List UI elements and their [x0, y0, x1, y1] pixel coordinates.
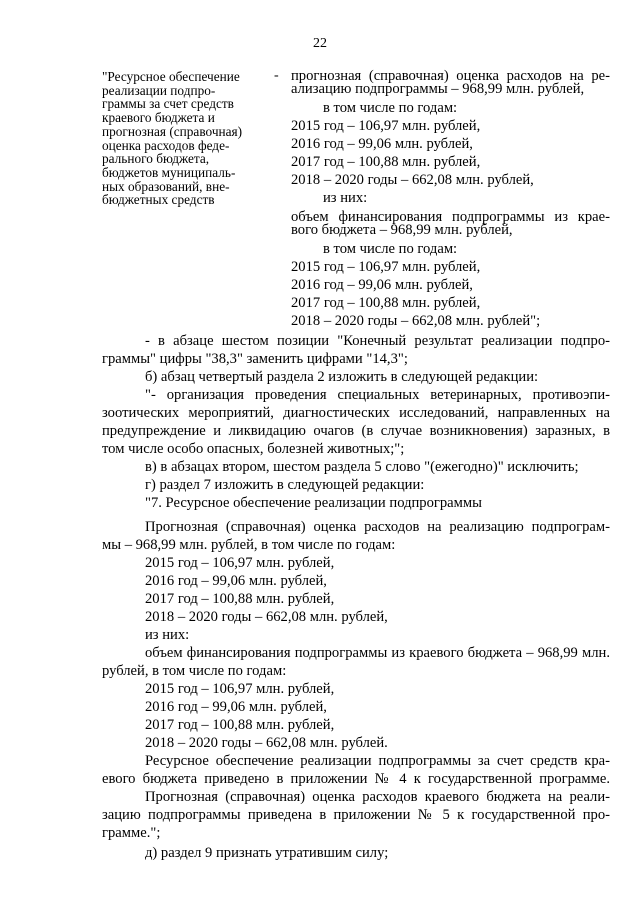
body-line: г) раздел 7 изложить в следующей редакции: [145, 477, 425, 493]
body-line: граммы" цифры "38,3" заменить цифрами "14,3"; [102, 351, 408, 367]
table-left-cell [102, 70, 272, 207]
body-line: 2015 год – 106,97 млн. рублей, [145, 555, 335, 571]
right-line: из них: [323, 190, 368, 206]
body-line: рублей, в том числе по годам: [102, 663, 287, 679]
body-line: объем финансирования подпрограммы из краевого бюджета – 968,99 млн. [145, 645, 610, 661]
body-line: Прогнозная (справочная) оценка расходов краевого бюджета на реали- [145, 789, 610, 805]
right-line: вого бюджета – 968,99 млн. рублей, [291, 222, 513, 238]
body-line: зоотических мероприятий, диагностических исследований, направленных на [102, 405, 610, 421]
right-line: в том числе по годам: [323, 100, 458, 116]
body-line: 2018 – 2020 годы – 662,08 млн. рублей, [145, 609, 388, 625]
left-line: "Ресурсное обеспечение [102, 69, 240, 84]
left-line: реализации подпро- [102, 82, 216, 98]
right-line: 2018 – 2020 годы – 662,08 млн. рублей, [291, 172, 534, 188]
right-line: в том числе по годам: [323, 241, 458, 257]
left-line: бюджетных средств [102, 192, 215, 208]
right-line: 2016 год – 99,06 млн. рублей, [291, 136, 473, 152]
section-heading: "7. Ресурсное обеспечение реализации подпрограммы [145, 495, 482, 511]
body-line: д) раздел 9 признать утратившим силу; [145, 845, 389, 861]
body-line: "- организация проведения специальных ветеринарных, противоэпи- [145, 387, 610, 403]
page-number: 22 [313, 36, 327, 51]
body-line: зацию подпрограммы приведена в приложении № 5 к государственной про- [102, 807, 610, 823]
body-line: 2016 год – 99,06 млн. рублей, [145, 699, 327, 715]
body-line: 2015 год – 106,97 млн. рублей, [145, 681, 335, 697]
right-line: 2015 год – 106,97 млн. рублей, [291, 118, 481, 134]
table-dash: - [274, 68, 279, 83]
right-line: объем финансирования подпрограммы из крае- [291, 209, 610, 225]
body-line: Прогнозная (справочная) оценка расходов на реализацию подпрограм- [145, 519, 610, 535]
body-line: предупреждение и ликвидацию очагов (в случае возникновения) заразных, в [102, 423, 610, 439]
left-line: граммы за счет средств [102, 96, 234, 112]
left-line: оценка расходов феде- [102, 137, 230, 153]
body-line: 2016 год – 99,06 млн. рублей, [145, 573, 327, 589]
right-line: 2017 год – 100,88 млн. рублей, [291, 295, 481, 311]
right-line: 2015 год – 106,97 млн. рублей, [291, 259, 481, 275]
body-line: мы – 968,99 млн. рублей, в том числе по годам: [102, 537, 396, 553]
right-line: 2017 год – 100,88 млн. рублей, [291, 154, 481, 170]
right-line: прогнозная (справочная) оценка расходов на ре- [291, 68, 610, 84]
right-line: 2016 год – 99,06 млн. рублей, [291, 277, 473, 293]
body-line: - в абзаце шестом позиции "Конечный результат реализации подпро- [145, 333, 610, 349]
body-line: грамме."; [102, 825, 161, 841]
body-line: 2017 год – 100,88 млн. рублей, [145, 591, 335, 607]
body-line: из них: [145, 627, 190, 643]
body-line: 2018 – 2020 годы – 662,08 млн. рублей. [145, 735, 388, 751]
body-line: в) в абзацах втором, шестом раздела 5 слово "(ежегодно)" исключить; [145, 459, 579, 475]
right-line: ализацию подпрограммы – 968,99 млн. рублей, [291, 81, 585, 97]
right-line: 2018 – 2020 годы – 662,08 млн. рублей"; [291, 313, 541, 329]
body-line: Ресурсное обеспечение реализации подпрограммы за счет средств кра- [145, 753, 610, 769]
body-line: 2017 год – 100,88 млн. рублей, [145, 717, 335, 733]
left-line: прогнозная (справочная) [102, 123, 243, 139]
left-line: рального бюджета, [102, 151, 210, 167]
body-line: б) абзац четвертый раздела 2 изложить в следующей редакции: [145, 369, 539, 385]
body-line: евого бюджета приведено в приложении № 4 к государственной программе. [102, 771, 610, 787]
left-line: краевого бюджета и [102, 110, 215, 126]
left-line: бюджетов муниципаль- [102, 164, 236, 180]
left-line: ных образований, вне- [102, 178, 230, 194]
body-line: том числе особо опасных, болезней животных;"; [102, 441, 405, 457]
